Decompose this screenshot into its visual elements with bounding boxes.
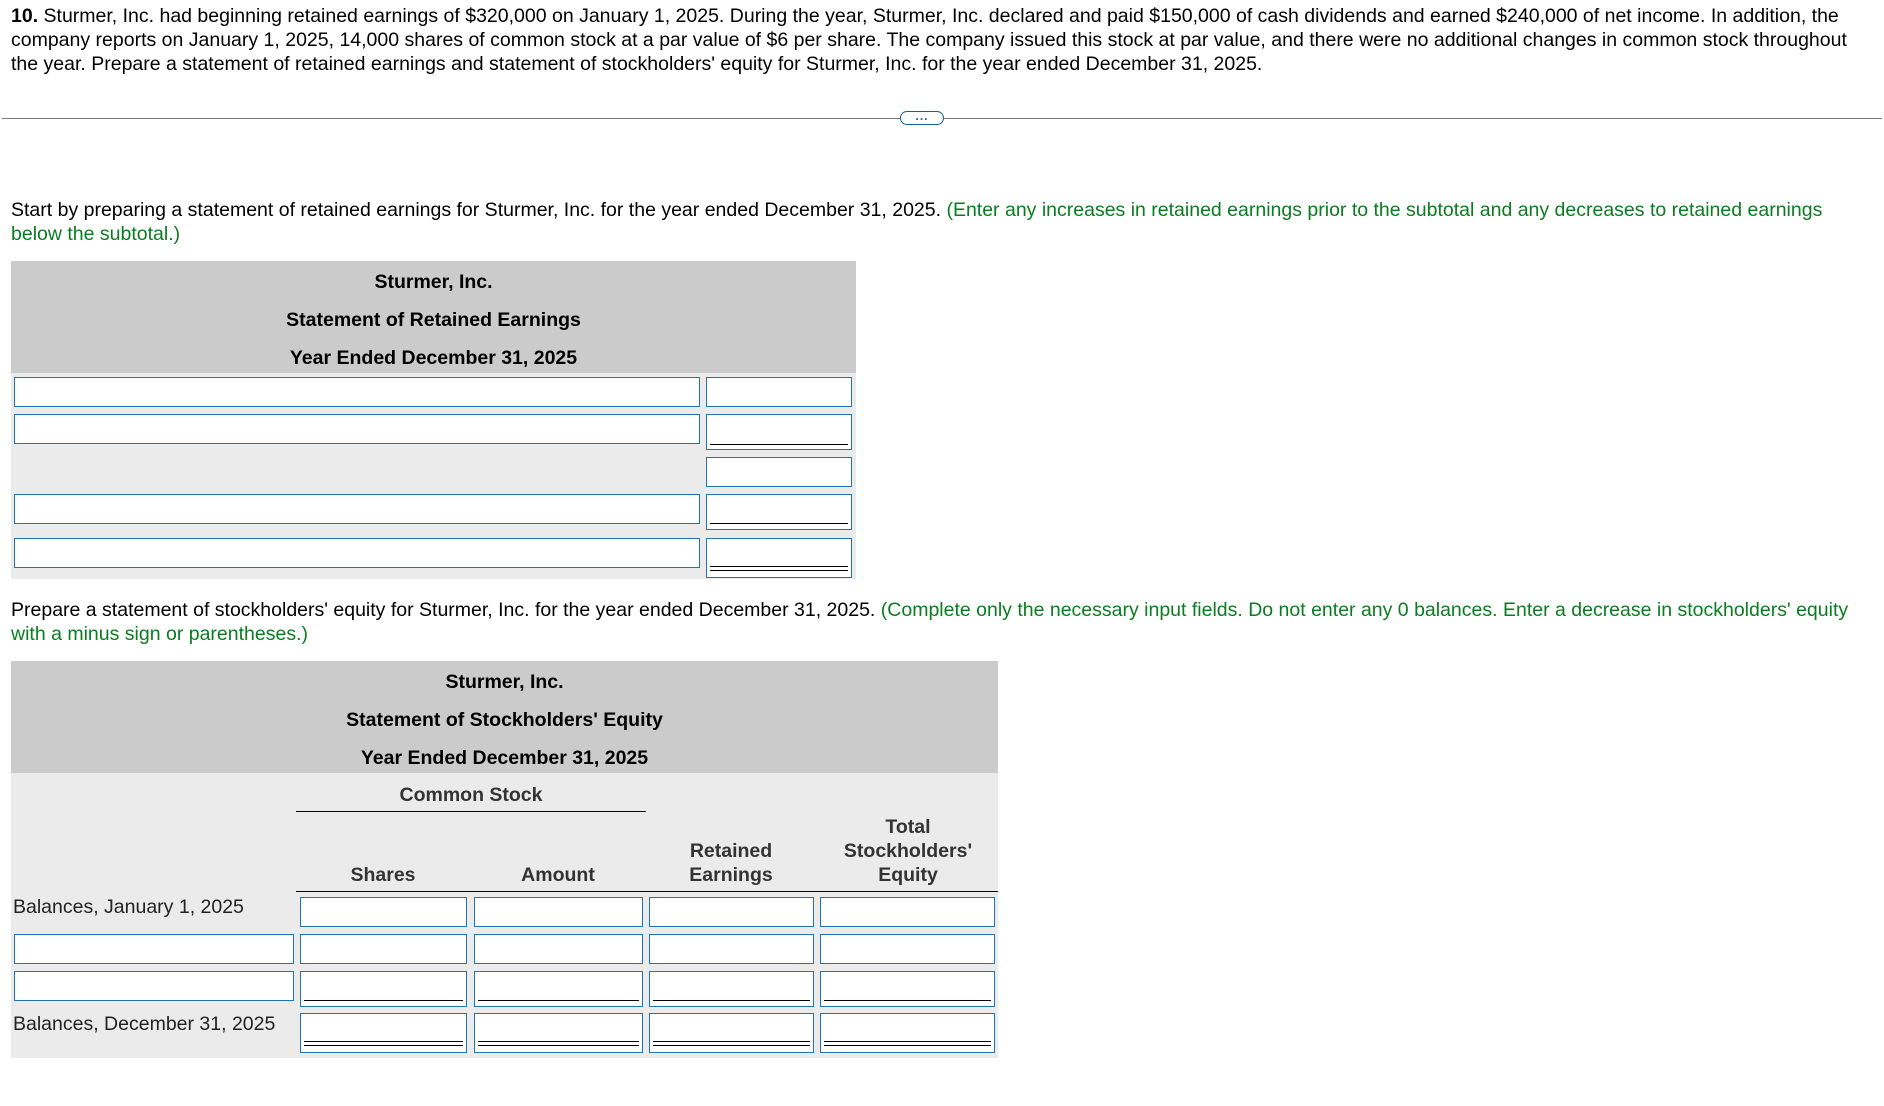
se-beginning-total-input[interactable] [820,897,995,927]
col-header-total-line2: Stockholders' [843,840,973,862]
se-ending-total-dbl2 [824,1045,991,1046]
se-ending-amount-dbl2 [478,1045,639,1046]
stockholders-equity-instruction [11,598,1876,646]
retained-earnings-instruction [11,198,1876,246]
se-ending-retained-dbl1 [653,1041,810,1042]
se-row2-description-input[interactable] [14,934,294,964]
se-row3-amount-input[interactable] [474,971,643,1007]
re-ending-double-underline-bottom [710,570,848,571]
re-line2-description-input[interactable] [14,414,700,444]
se-row3-amount-underline [478,1000,639,1001]
se-ending-shares-dbl1 [304,1041,463,1042]
problem-number: 10. [11,5,39,27]
se-ending-retained-input[interactable] [649,1013,814,1053]
re-line3-amount-input[interactable] [706,494,852,530]
se-ending-shares-dbl2 [304,1045,463,1046]
se-company-name: Sturmer, Inc. [445,671,564,693]
problem-statement [11,4,1861,76]
se-instruction-hint: (Complete only the necessary input fields. Do not enter any 0 balances. Enter a decrease in stockholders' equity with a minus sign or parentheses.) [11,599,1849,645]
se-instruction-text: Prepare a statement of stockholders' equity for Sturmer, Inc. for the year ended December 31, 2025. [11,599,876,621]
col-header-total-line1: Total [885,816,931,838]
expand-button[interactable]: ... [900,111,944,125]
re-company-name: Sturmer, Inc. [374,271,493,293]
se-row2-shares-input[interactable] [300,934,467,964]
se-row3-description-input[interactable] [14,971,294,1001]
common-stock-group-header: Common Stock [399,784,543,806]
re-subtotal-amount-input[interactable] [706,457,852,487]
se-beginning-retained-input[interactable] [649,897,814,927]
column-header-underline [296,891,998,892]
se-row2-retained-input[interactable] [649,934,814,964]
se-row2-total-input[interactable] [820,934,995,964]
se-beginning-amount-input[interactable] [474,897,643,927]
se-row3-retained-input[interactable] [649,971,814,1007]
se-ending-shares-input[interactable] [300,1013,467,1053]
se-statement-header [11,661,998,773]
se-row3-total-input[interactable] [820,971,995,1007]
col-header-total-line3: Equity [878,864,938,886]
re-instruction-hint: (Enter any increases in retained earnings prior to the subtotal and any decreases to retained earnings below the subtotal.) [11,199,1823,245]
re-ending-double-underline-top [710,566,848,567]
re-line3-underline [710,523,848,524]
se-beginning-shares-input[interactable] [300,897,467,927]
problem-text: Sturmer, Inc. had beginning retained earnings of $320,000 on January 1, 2025. During the year, Sturmer, Inc. declared and paid $150,000 of cash dividends and earned $240,000 of net income. In addition, the company reports on January 1, 2025, 14,000 shares of common stock at a par value of $6 per share. The company issued this stock at par value, and there were no additional changes in common stock throughout the year. Prepare a statement of retained earnings and statement of stockholders' equity for Sturmer, Inc. for the year ended December 31, 2025. [11,5,1847,75]
col-header-amount: Amount [521,864,595,886]
se-statement-title: Statement of Stockholders' Equity [346,709,663,731]
re-line3-description-input[interactable] [14,494,700,524]
se-row3-total-underline [824,1000,991,1001]
re-statement-period: Year Ended December 31, 2025 [289,347,578,369]
re-statement-title: Statement of Retained Earnings [286,309,581,331]
re-statement-header [11,261,856,373]
se-statement-period: Year Ended December 31, 2025 [360,747,649,769]
se-ending-amount-input[interactable] [474,1013,643,1053]
re-instruction-text: Start by preparing a statement of retained earnings for Sturmer, Inc. for the year ended December 31, 2025. [11,199,942,221]
col-header-total-equity [820,815,996,887]
col-header-retained-line1: Retained [689,840,773,862]
re-line1-amount-input[interactable] [706,377,852,407]
se-row3-shares-underline [304,1000,463,1001]
re-line2-underline [710,444,848,445]
se-row2-amount-input[interactable] [474,934,643,964]
col-header-retained-line2: Earnings [689,864,773,886]
se-ending-total-dbl1 [824,1041,991,1042]
se-ending-total-input[interactable] [820,1013,995,1053]
re-line1-description-input[interactable] [14,377,700,407]
re-ending-description-input[interactable] [14,538,700,568]
re-ending-amount-input[interactable] [706,538,852,578]
se-row3-retained-underline [653,1000,810,1001]
se-row3-shares-input[interactable] [300,971,467,1007]
row-label-ending-balance: Balances, December 31, 2025 [13,1013,276,1035]
col-header-shares: Shares [350,864,416,886]
se-ending-amount-dbl1 [478,1041,639,1042]
se-ending-retained-dbl2 [653,1045,810,1046]
common-stock-group-underline [296,811,646,812]
row-label-beginning-balance: Balances, January 1, 2025 [13,896,244,918]
col-header-retained-earnings [648,839,814,887]
